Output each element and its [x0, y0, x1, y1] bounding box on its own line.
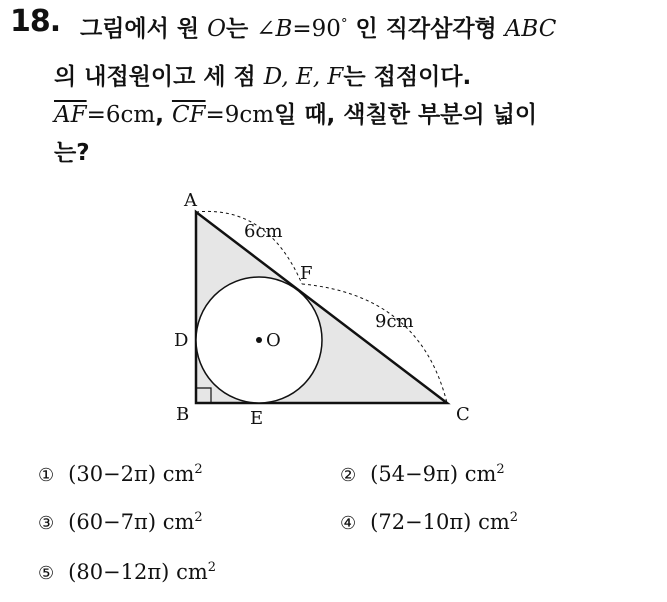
text: 는 [225, 16, 257, 42]
label-b: B [176, 404, 190, 425]
label-a: A [184, 190, 197, 211]
segment-af: $\overline{AF}$ [54, 102, 87, 128]
question-line-4: 는? [54, 140, 90, 166]
comma: , [155, 102, 172, 128]
choice-expr: (80−12π) [68, 560, 170, 584]
choice-sup: 2 [509, 510, 519, 525]
choice-expr: (54−9π) [370, 462, 459, 486]
choice-sup: 2 [194, 462, 203, 477]
math-points: D, E, F [263, 64, 344, 90]
text: 인 직각삼각형 [347, 16, 505, 42]
choice-unit: cm [464, 462, 497, 486]
choice-sup: 2 [207, 560, 217, 575]
label-e: E [250, 408, 264, 429]
math-b: B [275, 16, 293, 42]
unit-cm: cm [239, 102, 275, 128]
cf-value: =9 [205, 102, 240, 128]
dim-label-cf: 9cm [375, 311, 414, 332]
choice-expr: (72−10π) [370, 510, 472, 534]
choice-expr: (60−7π) [68, 510, 157, 534]
label-d: D [174, 330, 189, 351]
choice-1[interactable] [38, 462, 203, 486]
math-eq: =90 [292, 16, 341, 42]
choice-number: ③ [38, 513, 55, 534]
label-o: O [266, 330, 281, 351]
choice-5[interactable] [38, 560, 216, 584]
choice-sup: 2 [496, 462, 505, 477]
unit-cm: cm [120, 102, 156, 128]
choice-number: ② [340, 465, 357, 486]
question-number: 18. [10, 4, 61, 39]
text: 의 내접원이고 세 점 [54, 64, 264, 90]
text: 그림에서 원 [80, 16, 208, 42]
angle-symbol: ∠ [256, 16, 276, 42]
choice-number: ⑤ [38, 563, 55, 584]
choice-sup: 2 [194, 510, 203, 525]
choice-number: ① [38, 465, 55, 486]
choice-2[interactable] [340, 462, 505, 486]
math-o: O [207, 16, 226, 42]
choice-4[interactable] [340, 510, 518, 534]
choice-unit: cm [478, 510, 510, 534]
math-abc: ABC [504, 16, 557, 42]
center-point [256, 337, 262, 343]
label-f: F [300, 263, 313, 284]
choice-3[interactable] [38, 510, 203, 534]
choice-unit: cm [162, 462, 195, 486]
choice-number: ④ [340, 513, 357, 534]
segment-cf: $\overline{CF}$ [171, 102, 206, 128]
text: 일 때, 색칠한 부분의 넓이 [274, 102, 538, 128]
choice-unit: cm [176, 560, 208, 584]
degree-symbol: ° [340, 16, 348, 32]
label-c: C [456, 404, 470, 425]
text: 는 접점이다. [343, 64, 472, 90]
choice-unit: cm [162, 510, 195, 534]
af-value: =6 [86, 102, 121, 128]
choice-expr: (30−2π) [68, 462, 157, 486]
dim-label-af: 6cm [244, 221, 283, 242]
